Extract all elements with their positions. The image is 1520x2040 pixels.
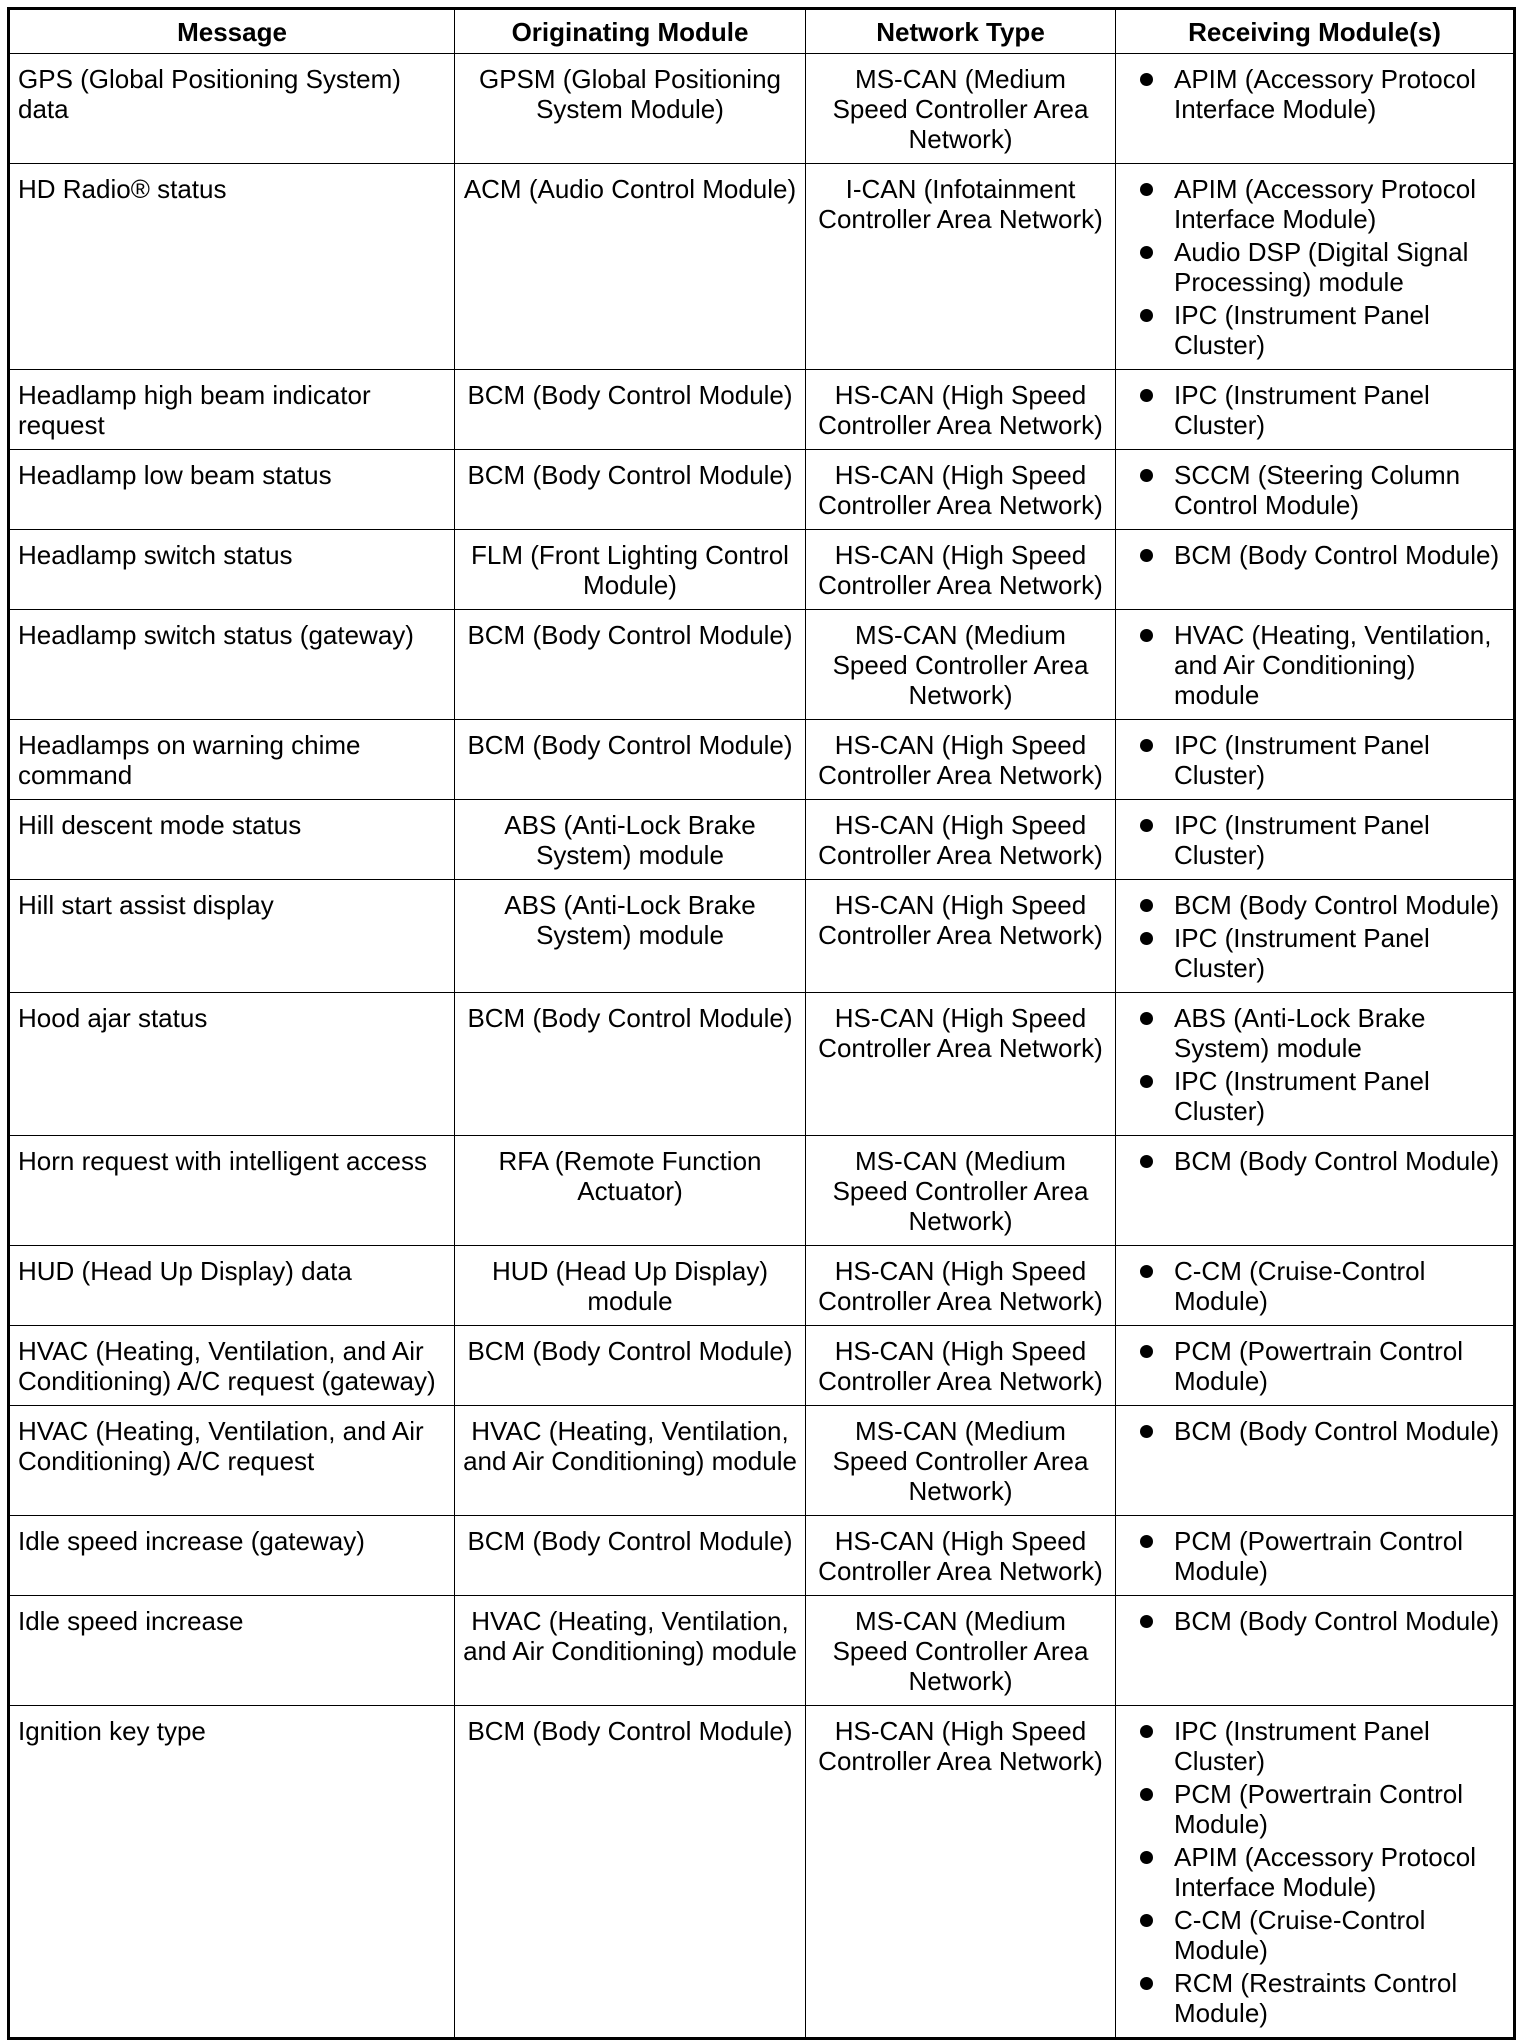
bullet-icon [1140,1155,1153,1168]
receiving-module-label: SCCM (Steering Column Control Module) [1174,460,1461,520]
header-network-type: Network Type [806,9,1116,54]
receiving-modules-cell [1116,164,1515,370]
header-originating-module: Originating Module [455,9,806,54]
table-row [9,720,1515,800]
receiving-module-label: IPC (Instrument Panel Cluster) [1174,730,1430,790]
message-cell: Headlamp high beam indicator request [9,370,455,450]
receiving-modules-cell [1116,1406,1515,1516]
receiving-module-label: IPC (Instrument Panel Cluster) [1174,1716,1430,1776]
network-type-cell: I-CAN (Infotainment Controller Area Network) [806,164,1116,370]
bullet-icon [1140,739,1153,752]
list-item [1140,620,1507,710]
list-item [1140,237,1507,297]
table-row [9,800,1515,880]
message-cell: HVAC (Heating, Ventilation, and Air Conditioning) A/C request [9,1406,455,1516]
receiving-module-label: PCM (Powertrain Control Module) [1174,1336,1463,1396]
network-type-cell: HS-CAN (High Speed Controller Area Network) [806,370,1116,450]
originating-module-cell: FLM (Front Lighting Control Module) [455,530,806,610]
receiving-modules-cell [1116,1596,1515,1706]
network-message-table-container [7,7,1513,2040]
receiving-module-label: C-CM (Cruise-Control Module) [1174,1256,1426,1316]
receiving-module-label: PCM (Powertrain Control Module) [1174,1526,1463,1586]
receiving-modules-cell [1116,800,1515,880]
bullet-icon [1140,1075,1153,1088]
bullet-icon [1140,73,1153,86]
table-row [9,993,1515,1136]
message-cell: HD Radio® status [9,164,455,370]
network-type-cell: MS-CAN (Medium Speed Controller Area Network) [806,1406,1116,1516]
table-row [9,880,1515,993]
originating-module-cell: BCM (Body Control Module) [455,993,806,1136]
network-type-cell: HS-CAN (High Speed Controller Area Network) [806,1326,1116,1406]
receiving-modules-list [1140,1416,1507,1446]
receiving-modules-cell [1116,450,1515,530]
list-item [1140,1606,1507,1636]
header-row [9,9,1515,54]
list-item [1140,1716,1507,1776]
originating-module-cell: GPSM (Global Positioning System Module) [455,54,806,164]
message-cell: GPS (Global Positioning System) data [9,54,455,164]
bullet-icon [1140,1725,1153,1738]
originating-module-cell: BCM (Body Control Module) [455,450,806,530]
network-type-cell: MS-CAN (Medium Speed Controller Area Network) [806,610,1116,720]
receiving-modules-list [1140,890,1507,983]
receiving-modules-list [1140,460,1507,520]
network-type-cell: MS-CAN (Medium Speed Controller Area Network) [806,1136,1116,1246]
list-item [1140,1526,1507,1586]
receiving-modules-cell [1116,1246,1515,1326]
receiving-module-label: ABS (Anti-Lock Brake System) module [1174,1003,1426,1063]
table-row [9,1406,1515,1516]
receiving-module-label: Audio DSP (Digital Signal Processing) module [1174,237,1469,297]
list-item [1140,923,1507,983]
message-cell: Headlamp switch status [9,530,455,610]
receiving-modules-list [1140,1256,1507,1316]
bullet-icon [1140,309,1153,322]
receiving-modules-list [1140,1336,1507,1396]
message-cell: HUD (Head Up Display) data [9,1246,455,1326]
table-body [9,54,1515,2039]
network-type-cell: HS-CAN (High Speed Controller Area Network) [806,1246,1116,1326]
receiving-modules-cell [1116,880,1515,993]
receiving-modules-cell [1116,610,1515,720]
originating-module-cell: ACM (Audio Control Module) [455,164,806,370]
receiving-module-label: APIM (Accessory Protocol Interface Module) [1174,1842,1476,1902]
list-item [1140,540,1507,570]
list-item [1140,1968,1507,2028]
receiving-module-label: C-CM (Cruise-Control Module) [1174,1905,1426,1965]
network-type-cell: MS-CAN (Medium Speed Controller Area Network) [806,54,1116,164]
receiving-module-label: HVAC (Heating, Ventilation, and Air Conditioning) module [1174,620,1492,710]
bullet-icon [1140,1535,1153,1548]
message-cell: HVAC (Heating, Ventilation, and Air Conditioning) A/C request (gateway) [9,1326,455,1406]
receiving-module-label: APIM (Accessory Protocol Interface Module) [1174,174,1476,234]
table-row [9,1706,1515,2039]
message-cell: Hood ajar status [9,993,455,1136]
message-cell: Hill start assist display [9,880,455,993]
originating-module-cell: HVAC (Heating, Ventilation, and Air Conditioning) module [455,1406,806,1516]
originating-module-cell: BCM (Body Control Module) [455,370,806,450]
message-cell: Headlamp switch status (gateway) [9,610,455,720]
table-row [9,530,1515,610]
bullet-icon [1140,389,1153,402]
bullet-icon [1140,549,1153,562]
network-type-cell: HS-CAN (High Speed Controller Area Network) [806,880,1116,993]
receiving-module-label: IPC (Instrument Panel Cluster) [1174,1066,1430,1126]
network-type-cell: HS-CAN (High Speed Controller Area Network) [806,1706,1116,2039]
table-row [9,1516,1515,1596]
list-item [1140,1416,1507,1446]
table-row [9,1326,1515,1406]
originating-module-cell: HVAC (Heating, Ventilation, and Air Conditioning) module [455,1596,806,1706]
receiving-modules-list [1140,810,1507,870]
receiving-module-label: PCM (Powertrain Control Module) [1174,1779,1463,1839]
list-item [1140,1905,1507,1965]
receiving-modules-list [1140,174,1507,360]
receiving-modules-list [1140,64,1507,124]
receiving-module-label: IPC (Instrument Panel Cluster) [1174,300,1430,360]
bullet-icon [1140,1012,1153,1025]
list-item [1140,1842,1507,1902]
network-type-cell: HS-CAN (High Speed Controller Area Network) [806,993,1116,1136]
originating-module-cell: ABS (Anti-Lock Brake System) module [455,800,806,880]
bullet-icon [1140,1977,1153,1990]
message-cell: Ignition key type [9,1706,455,2039]
receiving-modules-cell [1116,530,1515,610]
list-item [1140,1003,1507,1063]
receiving-module-label: BCM (Body Control Module) [1174,540,1500,570]
receiving-module-label: BCM (Body Control Module) [1174,1146,1500,1176]
list-item [1140,1779,1507,1839]
bullet-icon [1140,819,1153,832]
bullet-icon [1140,1345,1153,1358]
list-item [1140,1066,1507,1126]
list-item [1140,300,1507,360]
table-row [9,1596,1515,1706]
originating-module-cell: HUD (Head Up Display) module [455,1246,806,1326]
network-type-cell: MS-CAN (Medium Speed Controller Area Network) [806,1596,1116,1706]
bullet-icon [1140,246,1153,259]
bullet-icon [1140,932,1153,945]
network-message-table [7,7,1516,2040]
bullet-icon [1140,1265,1153,1278]
bullet-icon [1140,183,1153,196]
table-row [9,164,1515,370]
bullet-icon [1140,1425,1153,1438]
receiving-module-label: BCM (Body Control Module) [1174,1606,1500,1636]
originating-module-cell: BCM (Body Control Module) [455,720,806,800]
originating-module-cell: BCM (Body Control Module) [455,1516,806,1596]
message-cell: Hill descent mode status [9,800,455,880]
receiving-modules-cell [1116,993,1515,1136]
bullet-icon [1140,1788,1153,1801]
table-row [9,54,1515,164]
receiving-modules-list [1140,380,1507,440]
originating-module-cell: ABS (Anti-Lock Brake System) module [455,880,806,993]
receiving-module-label: BCM (Body Control Module) [1174,1416,1500,1446]
receiving-modules-list [1140,1606,1507,1636]
originating-module-cell: BCM (Body Control Module) [455,610,806,720]
bullet-icon [1140,899,1153,912]
receiving-module-label: RCM (Restraints Control Module) [1174,1968,1458,2028]
message-cell: Horn request with intelligent access [9,1136,455,1246]
receiving-modules-cell [1116,1326,1515,1406]
receiving-modules-list [1140,620,1507,710]
table-row [9,610,1515,720]
table-row [9,450,1515,530]
message-cell: Idle speed increase [9,1596,455,1706]
receiving-module-label: IPC (Instrument Panel Cluster) [1174,380,1430,440]
receiving-modules-cell [1116,1136,1515,1246]
list-item [1140,1256,1507,1316]
receiving-modules-cell [1116,370,1515,450]
receiving-modules-cell [1116,54,1515,164]
list-item [1140,380,1507,440]
list-item [1140,1336,1507,1396]
originating-module-cell: BCM (Body Control Module) [455,1706,806,2039]
originating-module-cell: BCM (Body Control Module) [455,1326,806,1406]
receiving-module-label: IPC (Instrument Panel Cluster) [1174,810,1430,870]
receiving-modules-cell [1116,720,1515,800]
list-item [1140,460,1507,520]
receiving-modules-list [1140,1146,1507,1176]
list-item [1140,810,1507,870]
network-type-cell: HS-CAN (High Speed Controller Area Network) [806,800,1116,880]
table-row [9,370,1515,450]
list-item [1140,1146,1507,1176]
receiving-modules-list [1140,1526,1507,1586]
bullet-icon [1140,469,1153,482]
bullet-icon [1140,1615,1153,1628]
message-cell: Headlamps on warning chime command [9,720,455,800]
list-item [1140,890,1507,920]
receiving-module-label: IPC (Instrument Panel Cluster) [1174,923,1430,983]
message-cell: Headlamp low beam status [9,450,455,530]
receiving-modules-list [1140,540,1507,570]
list-item [1140,730,1507,790]
header-message: Message [9,9,455,54]
receiving-modules-list [1140,1003,1507,1126]
table-header [9,9,1515,54]
network-type-cell: HS-CAN (High Speed Controller Area Network) [806,450,1116,530]
receiving-modules-list [1140,1716,1507,2028]
header-receiving-modules: Receiving Module(s) [1116,9,1515,54]
message-cell: Idle speed increase (gateway) [9,1516,455,1596]
list-item [1140,174,1507,234]
network-type-cell: HS-CAN (High Speed Controller Area Network) [806,720,1116,800]
table-row [9,1136,1515,1246]
bullet-icon [1140,629,1153,642]
table-row [9,1246,1515,1326]
network-type-cell: HS-CAN (High Speed Controller Area Network) [806,1516,1116,1596]
network-type-cell: HS-CAN (High Speed Controller Area Network) [806,530,1116,610]
receiving-module-label: APIM (Accessory Protocol Interface Module) [1174,64,1476,124]
receiving-modules-cell [1116,1516,1515,1596]
receiving-modules-list [1140,730,1507,790]
receiving-modules-cell [1116,1706,1515,2039]
list-item [1140,64,1507,124]
bullet-icon [1140,1914,1153,1927]
originating-module-cell: RFA (Remote Function Actuator) [455,1136,806,1246]
receiving-module-label: BCM (Body Control Module) [1174,890,1500,920]
